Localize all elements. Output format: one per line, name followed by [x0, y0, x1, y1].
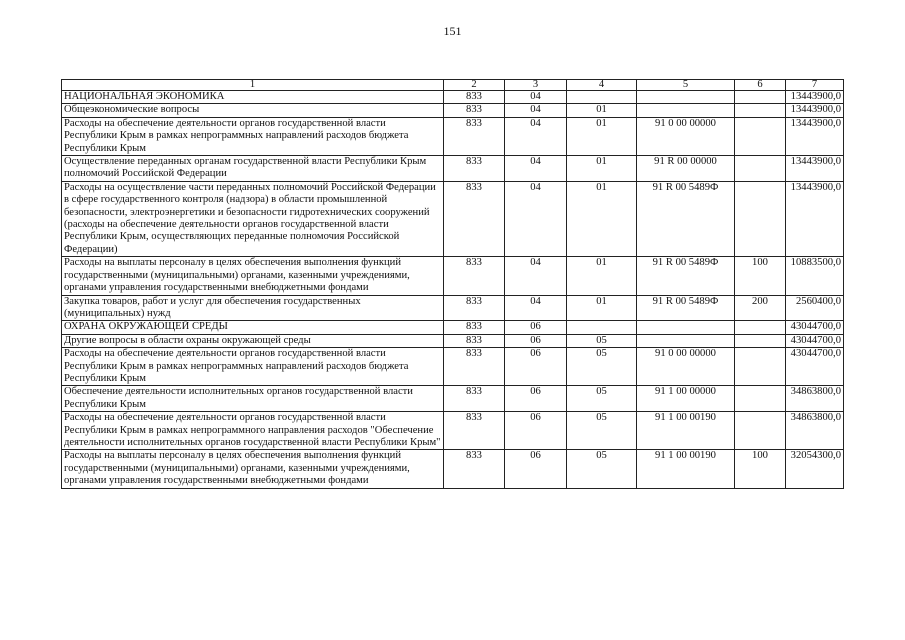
amount-cell: 13443900,0 — [786, 91, 844, 104]
amount-cell: 43044700,0 — [786, 321, 844, 334]
amount-cell: 43044700,0 — [786, 348, 844, 386]
expense-type-cell: 200 — [735, 295, 786, 321]
subsection-cell: 01 — [567, 156, 637, 182]
ministry-code-cell: 833 — [444, 295, 505, 321]
subsection-cell: 05 — [567, 450, 637, 488]
description-cell: Расходы на выплаты персоналу в целях обеспечения выполнения функций государственными (муниципальными) органами, казенными учреждениями, органами управления государственными внебюджетными фондами — [62, 257, 444, 295]
header-cell-6: 6 — [735, 80, 786, 91]
expense-type-cell — [735, 156, 786, 182]
description-cell: ОХРАНА ОКРУЖАЮЩЕЙ СРЕДЫ — [62, 321, 444, 334]
target-article-cell — [637, 334, 735, 347]
section-cell: 04 — [505, 295, 567, 321]
subsection-cell: 05 — [567, 386, 637, 412]
expense-type-cell — [735, 348, 786, 386]
ministry-code-cell: 833 — [444, 412, 505, 450]
subsection-cell — [567, 321, 637, 334]
section-cell: 04 — [505, 91, 567, 104]
section-cell: 06 — [505, 334, 567, 347]
table-row — [62, 91, 844, 104]
amount-cell: 13443900,0 — [786, 104, 844, 117]
ministry-code-cell: 833 — [444, 156, 505, 182]
budget-table — [61, 79, 844, 489]
header-cell-3: 3 — [505, 80, 567, 91]
description-cell: Расходы на выплаты персоналу в целях обеспечения выполнения функций государственными (муниципальными) органами, казенными учреждениями, органами управления государственными внебюджетными фондами — [62, 450, 444, 488]
section-cell: 04 — [505, 257, 567, 295]
description-cell: Общеэкономические вопросы — [62, 104, 444, 117]
target-article-cell: 91 0 00 00000 — [637, 348, 735, 386]
ministry-code-cell: 833 — [444, 450, 505, 488]
description-cell: Обеспечение деятельности исполнительных органов государственной власти Республики Крым — [62, 386, 444, 412]
table-row — [62, 386, 844, 412]
description-cell: Осуществление переданных органам государственной власти Республики Крым полномочий Российской Федерации — [62, 156, 444, 182]
section-cell: 06 — [505, 386, 567, 412]
expense-type-cell — [735, 104, 786, 117]
section-cell: 06 — [505, 450, 567, 488]
table-row — [62, 450, 844, 488]
amount-cell: 34863800,0 — [786, 386, 844, 412]
table-row — [62, 348, 844, 386]
amount-cell: 13443900,0 — [786, 117, 844, 155]
subsection-cell: 01 — [567, 257, 637, 295]
expense-type-cell — [735, 334, 786, 347]
ministry-code-cell: 833 — [444, 348, 505, 386]
amount-cell: 32054300,0 — [786, 450, 844, 488]
header-cell-7: 7 — [786, 80, 844, 91]
section-cell: 04 — [505, 181, 567, 256]
description-cell: Расходы на обеспечение деятельности органов государственной власти Республики Крым в рамках непрограммного направления расходов "Обеспечение деятельности исполнительных органов государственной власти Республики Крым" — [62, 412, 444, 450]
subsection-cell: 05 — [567, 334, 637, 347]
target-article-cell — [637, 91, 735, 104]
section-cell: 04 — [505, 156, 567, 182]
header-cell-4: 4 — [567, 80, 637, 91]
table-row — [62, 117, 844, 155]
header-row — [62, 80, 844, 91]
header-cell-5: 5 — [637, 80, 735, 91]
subsection-cell: 05 — [567, 412, 637, 450]
target-article-cell: 91 R 00 5489Ф — [637, 257, 735, 295]
amount-cell: 2560400,0 — [786, 295, 844, 321]
subsection-cell: 01 — [567, 104, 637, 117]
header-cell-2: 2 — [444, 80, 505, 91]
ministry-code-cell: 833 — [444, 257, 505, 295]
target-article-cell: 91 1 00 00190 — [637, 450, 735, 488]
expense-type-cell: 100 — [735, 450, 786, 488]
target-article-cell: 91 0 00 00000 — [637, 117, 735, 155]
amount-cell: 13443900,0 — [786, 156, 844, 182]
subsection-cell: 05 — [567, 348, 637, 386]
ministry-code-cell: 833 — [444, 386, 505, 412]
expense-type-cell — [735, 386, 786, 412]
table-row — [62, 181, 844, 256]
table-row — [62, 334, 844, 347]
description-cell: НАЦИОНАЛЬНАЯ ЭКОНОМИКА — [62, 91, 444, 104]
section-cell: 06 — [505, 348, 567, 386]
ministry-code-cell: 833 — [444, 91, 505, 104]
target-article-cell: 91 1 00 00190 — [637, 412, 735, 450]
description-cell: Другие вопросы в области охраны окружающей среды — [62, 334, 444, 347]
section-cell: 06 — [505, 321, 567, 334]
section-cell: 04 — [505, 117, 567, 155]
target-article-cell: 91 1 00 00000 — [637, 386, 735, 412]
target-article-cell — [637, 321, 735, 334]
ministry-code-cell: 833 — [444, 181, 505, 256]
amount-cell: 43044700,0 — [786, 334, 844, 347]
target-article-cell: 91 R 00 5489Ф — [637, 295, 735, 321]
target-article-cell: 91 R 00 5489Ф — [637, 181, 735, 256]
subsection-cell: 01 — [567, 117, 637, 155]
subsection-cell — [567, 91, 637, 104]
expense-type-cell — [735, 412, 786, 450]
amount-cell: 34863800,0 — [786, 412, 844, 450]
table-row — [62, 321, 844, 334]
section-cell: 04 — [505, 104, 567, 117]
subsection-cell: 01 — [567, 181, 637, 256]
amount-cell: 13443900,0 — [786, 181, 844, 256]
table-row — [62, 156, 844, 182]
expense-type-cell — [735, 181, 786, 256]
page-number: 151 — [443, 24, 462, 38]
expense-type-cell — [735, 91, 786, 104]
description-cell: Расходы на обеспечение деятельности органов государственной власти Республики Крым в рамках непрограммных направлений расходов бюджета Республики Крым — [62, 117, 444, 155]
expense-type-cell: 100 — [735, 257, 786, 295]
target-article-cell: 91 R 00 00000 — [637, 156, 735, 182]
ministry-code-cell: 833 — [444, 321, 505, 334]
description-cell: Закупка товаров, работ и услуг для обеспечения государственных (муниципальных) нужд — [62, 295, 444, 321]
expense-type-cell — [735, 117, 786, 155]
expense-type-cell — [735, 321, 786, 334]
ministry-code-cell: 833 — [444, 104, 505, 117]
amount-cell: 10883500,0 — [786, 257, 844, 295]
ministry-code-cell: 833 — [444, 334, 505, 347]
table-row — [62, 104, 844, 117]
header-cell-1: 1 — [62, 80, 444, 91]
table-row — [62, 257, 844, 295]
ministry-code-cell: 833 — [444, 117, 505, 155]
target-article-cell — [637, 104, 735, 117]
table-row — [62, 295, 844, 321]
table-row — [62, 412, 844, 450]
description-cell: Расходы на осуществление части переданных полномочий Российской Федерации в сфере государственного контроля (надзора) в области промышленной безопасности, электроэнергетики и безопасности гидротехнических сооружений (расходы на обеспечение деятельности органов государственной власти Республики Крым, осуществляющих переданные полномочия Российской Федерации) — [62, 181, 444, 256]
description-cell: Расходы на обеспечение деятельности органов государственной власти Республики Крым в рамках непрограммных направлений расходов бюджета Республики Крым — [62, 348, 444, 386]
section-cell: 06 — [505, 412, 567, 450]
subsection-cell: 01 — [567, 295, 637, 321]
